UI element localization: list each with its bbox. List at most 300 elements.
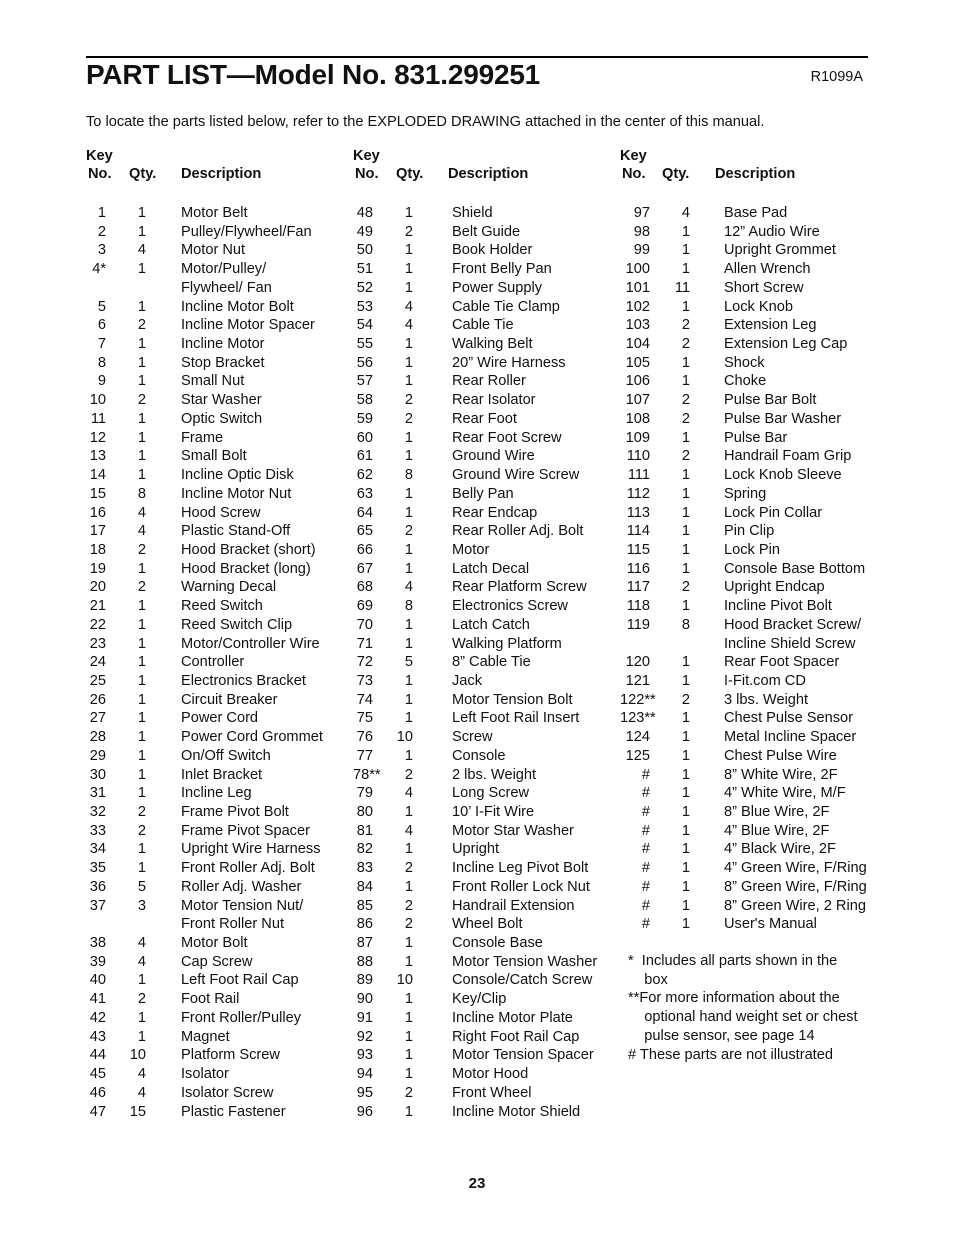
part-description: Chest Pulse Wire — [724, 747, 837, 764]
part-key-no: # — [641, 897, 650, 914]
part-key-no: # — [641, 785, 650, 802]
part-key-no: 50 — [356, 242, 373, 259]
part-row — [353, 1009, 615, 1028]
part-description: Rear Endcap — [452, 504, 538, 521]
part-key-no: 83 — [356, 860, 373, 877]
part-description: Motor — [452, 541, 490, 558]
part-description: 8” Green Wire, 2 Ring — [724, 897, 866, 914]
part-description: Long Screw — [452, 785, 530, 802]
part-description: 20” Wire Harness — [452, 354, 566, 371]
part-row — [353, 410, 615, 429]
part-qty: 4 — [681, 205, 690, 221]
part-description: Incline Leg — [181, 785, 252, 802]
part-key-no: 33 — [89, 822, 106, 839]
part-row — [353, 522, 615, 541]
part-qty: 1 — [137, 598, 146, 615]
part-description: Extension Leg — [724, 317, 817, 334]
part-qty: 8 — [404, 598, 413, 615]
part-key-no: 55 — [356, 336, 373, 353]
part-qty: 1 — [681, 467, 690, 484]
part-row — [86, 1046, 346, 1065]
part-description: Upright — [452, 841, 500, 858]
part-row — [86, 354, 346, 373]
part-description: Frame Pivot Spacer — [181, 822, 310, 839]
part-key-no: 3 — [97, 242, 106, 259]
part-key-no: 4* — [92, 261, 106, 278]
part-key-no: 101 — [625, 279, 650, 296]
part-key-no: 113 — [626, 504, 650, 521]
part-description: 10’ I-Fit Wire — [452, 804, 535, 820]
part-key-no: 124 — [625, 729, 650, 746]
part-row — [86, 279, 346, 298]
part-description: Cable Tie Clamp — [452, 298, 560, 315]
part-key-no: 90 — [356, 991, 373, 1008]
part-row — [620, 822, 888, 841]
part-row — [620, 803, 888, 822]
part-qty: 1 — [681, 841, 690, 858]
part-description: 8” Blue Wire, 2F — [724, 804, 830, 820]
part-description: Lock Knob — [724, 298, 793, 315]
part-qty: 1 — [404, 354, 413, 371]
part-description: Lock Pin — [724, 541, 780, 558]
part-key-no: 79 — [356, 785, 373, 802]
part-description: Incline Motor Bolt — [181, 298, 294, 315]
part-key-no: 102 — [625, 298, 650, 315]
part-qty: 1 — [137, 467, 146, 484]
part-description: Motor Tension Nut/ — [181, 897, 304, 914]
part-description: Controller — [181, 654, 245, 671]
part-description: Hood Bracket Screw/ — [724, 616, 862, 633]
part-qty: 4 — [137, 504, 146, 521]
part-description: Platform Screw — [181, 1047, 280, 1064]
part-key-no: 110 — [626, 448, 650, 465]
part-qty: 4 — [404, 785, 413, 802]
part-row — [353, 635, 615, 654]
part-qty: 1 — [681, 242, 690, 259]
part-qty: 1 — [404, 935, 413, 952]
part-description: I-Fit.com CD — [724, 672, 806, 689]
part-row — [353, 859, 615, 878]
part-description: Incline Motor Shield — [452, 1103, 581, 1120]
part-qty: 2 — [137, 317, 146, 334]
part-description: Console Base — [452, 935, 543, 952]
part-description: Latch Catch — [452, 616, 530, 633]
part-description: Ground Wire — [452, 448, 535, 465]
part-qty: 2 — [681, 448, 690, 465]
part-row — [353, 241, 615, 260]
part-key-no: 48 — [356, 205, 373, 221]
part-qty: 1 — [681, 560, 690, 577]
part-qty: 2 — [681, 392, 690, 409]
part-row — [86, 934, 346, 953]
part-key-no: 112 — [626, 485, 650, 502]
part-key-no: 108 — [625, 410, 650, 427]
part-qty: 1 — [681, 766, 690, 783]
part-key-no: 96 — [356, 1103, 373, 1120]
part-qty: 4 — [137, 523, 146, 540]
part-qty: 1 — [137, 261, 146, 278]
footnote-line: box — [628, 971, 668, 988]
part-key-no: 2 — [97, 223, 106, 240]
part-description: Small Bolt — [181, 448, 247, 465]
part-qty: 1 — [137, 448, 146, 465]
header-qty-col3: Qty. — [662, 166, 690, 182]
part-row — [620, 429, 888, 448]
part-description: 2 lbs. Weight — [452, 766, 537, 783]
part-row — [86, 784, 346, 803]
part-description: Wheel Bolt — [452, 916, 523, 933]
intro-text: To locate the parts listed below, refer to the EXPLODED DRAWING attached in the center of this manual. — [86, 114, 765, 130]
part-description: Spring — [724, 485, 767, 502]
part-key-no: 76 — [356, 729, 373, 746]
part-key-no: 63 — [356, 485, 373, 502]
part-description: Chest Pulse Sensor — [724, 710, 853, 727]
part-key-no: 57 — [356, 373, 373, 390]
part-description: On/Off Switch — [181, 747, 271, 764]
part-row — [620, 840, 888, 859]
part-description: 4” Black Wire, 2F — [724, 841, 836, 858]
part-qty: 1 — [137, 747, 146, 764]
part-qty: 2 — [404, 860, 413, 877]
part-qty: 5 — [404, 654, 413, 671]
part-row — [86, 298, 346, 317]
part-row — [620, 447, 888, 466]
part-qty: 2 — [137, 392, 146, 409]
part-row — [86, 560, 346, 579]
part-key-no: 109 — [625, 429, 650, 446]
part-description: Screw — [452, 729, 493, 746]
part-key-no: 34 — [89, 841, 106, 858]
part-row — [86, 878, 346, 897]
part-description: Frame — [181, 429, 224, 446]
part-row — [353, 578, 615, 597]
part-key-no: 42 — [89, 1009, 106, 1026]
part-description: Hood Screw — [181, 504, 261, 521]
part-qty: 1 — [404, 560, 413, 577]
part-qty: 1 — [137, 560, 146, 577]
part-row — [620, 784, 888, 803]
part-row — [86, 709, 346, 728]
part-qty: 8 — [681, 616, 690, 633]
part-row — [353, 691, 615, 710]
part-key-no: 51 — [356, 261, 373, 278]
part-row — [86, 541, 346, 560]
part-row — [353, 878, 615, 897]
part-row — [353, 466, 615, 485]
part-row — [353, 372, 615, 391]
part-key-no: 86 — [356, 916, 373, 933]
part-row — [620, 672, 888, 691]
part-qty: 1 — [681, 541, 690, 558]
part-description: Key/Clip — [452, 991, 507, 1008]
part-description: Power Supply — [452, 279, 543, 296]
part-qty: 1 — [137, 429, 146, 446]
part-key-no: 100 — [625, 261, 650, 278]
part-row — [86, 1065, 346, 1084]
part-key-no: # — [641, 822, 650, 839]
part-description: Choke — [724, 373, 767, 390]
part-row — [353, 541, 615, 560]
part-row — [353, 447, 615, 466]
part-qty: 8 — [404, 467, 413, 484]
part-key-no: 99 — [633, 242, 650, 259]
part-key-no: 84 — [356, 878, 373, 895]
part-qty: 1 — [681, 710, 690, 727]
part-description: Motor Nut — [181, 242, 246, 259]
part-qty: 11 — [674, 279, 690, 296]
part-description: Incline Motor Nut — [181, 485, 292, 502]
part-qty: 1 — [404, 635, 413, 652]
part-row — [353, 653, 615, 672]
part-row — [620, 597, 888, 616]
part-description: Belt Guide — [452, 223, 521, 240]
part-key-no: 121 — [625, 672, 650, 689]
part-key-no: 31 — [89, 785, 106, 802]
part-description: 8” Cable Tie — [452, 654, 531, 671]
part-qty: 1 — [137, 654, 146, 671]
part-description: 3 lbs. Weight — [724, 691, 809, 708]
part-key-no: 19 — [89, 560, 106, 577]
part-key-no: 20 — [89, 579, 106, 596]
part-row — [620, 691, 888, 710]
part-key-no: 92 — [356, 1028, 373, 1045]
part-description: Hood Bracket (short) — [181, 541, 316, 558]
part-qty: 10 — [396, 972, 413, 989]
part-description: 12” Audio Wire — [724, 223, 820, 240]
part-row — [353, 822, 615, 841]
part-qty: 2 — [404, 410, 413, 427]
part-qty: 1 — [404, 991, 413, 1008]
part-qty: 1 — [404, 691, 413, 708]
part-row — [620, 522, 888, 541]
part-row — [353, 803, 615, 822]
part-qty: 1 — [681, 860, 690, 877]
part-description: 8” Green Wire, F/Ring — [724, 878, 867, 895]
part-key-no: 9 — [97, 373, 106, 390]
part-key-no: 10 — [89, 392, 106, 409]
part-row — [353, 335, 615, 354]
part-row — [620, 223, 888, 242]
part-qty: 1 — [137, 354, 146, 371]
part-description: Rear Foot Screw — [452, 429, 562, 446]
part-description: Base Pad — [724, 205, 788, 221]
part-qty: 1 — [404, 336, 413, 353]
part-qty: 2 — [404, 766, 413, 783]
part-row — [620, 878, 888, 897]
part-qty: 1 — [404, 841, 413, 858]
part-description: Motor/Controller Wire — [181, 635, 320, 652]
part-qty: 1 — [681, 785, 690, 802]
part-key-no: 30 — [89, 766, 106, 783]
part-qty: 1 — [404, 878, 413, 895]
part-key-no: 125 — [625, 747, 650, 764]
part-description: Motor Star Washer — [452, 822, 574, 839]
part-qty: 1 — [137, 729, 146, 746]
part-row — [86, 504, 346, 523]
part-qty: 1 — [681, 429, 690, 446]
part-row — [86, 260, 346, 279]
part-row — [353, 840, 615, 859]
part-key-no: 7 — [97, 336, 106, 353]
part-qty: 4 — [137, 1066, 146, 1083]
part-row — [620, 204, 888, 223]
footnote-line: optional hand weight set or chest — [628, 1009, 858, 1026]
part-row — [353, 990, 615, 1009]
part-description: Incline Shield Screw — [724, 635, 856, 652]
part-description: Console/Catch Screw — [452, 972, 593, 989]
part-key-no: 94 — [356, 1066, 373, 1083]
part-description: Short Screw — [724, 279, 804, 296]
part-row — [86, 204, 346, 223]
part-qty: 4 — [404, 298, 413, 315]
part-row — [86, 653, 346, 672]
part-row — [86, 429, 346, 448]
part-row — [86, 372, 346, 391]
part-qty: 2 — [404, 897, 413, 914]
part-row — [86, 223, 346, 242]
part-qty: 2 — [681, 336, 690, 353]
part-qty: 1 — [681, 822, 690, 839]
part-row — [86, 1084, 346, 1103]
part-key-no: 62 — [356, 467, 373, 484]
part-row — [620, 372, 888, 391]
part-qty: 4 — [404, 317, 413, 334]
part-row — [353, 1065, 615, 1084]
part-key-no: 71 — [356, 635, 373, 652]
part-qty: 1 — [681, 916, 690, 933]
part-description: Reed Switch — [181, 598, 263, 615]
document-code: R1099A — [810, 69, 863, 85]
header-description-col1: Description — [181, 166, 262, 182]
header-description-col3: Description — [715, 166, 796, 182]
part-row — [353, 391, 615, 410]
part-qty: 1 — [681, 654, 690, 671]
part-description: Warning Decal — [181, 579, 277, 596]
part-qty: 2 — [137, 822, 146, 839]
part-key-no: 107 — [625, 392, 650, 409]
part-key-no: 54 — [356, 317, 373, 334]
part-description: Incline Motor Plate — [452, 1009, 573, 1026]
part-row — [620, 541, 888, 560]
part-qty: 1 — [137, 860, 146, 877]
part-qty: 1 — [404, 541, 413, 558]
part-qty: 1 — [137, 336, 146, 353]
part-qty: 1 — [137, 1009, 146, 1026]
part-qty: 1 — [137, 841, 146, 858]
part-key-no: 98 — [633, 223, 650, 240]
part-row — [86, 447, 346, 466]
page-title: PART LIST—Model No. 831.299251 — [86, 59, 541, 90]
part-qty: 1 — [404, 1103, 413, 1120]
part-description: Shield — [452, 205, 493, 221]
part-row — [353, 784, 615, 803]
part-row — [86, 316, 346, 335]
part-qty: 1 — [137, 710, 146, 727]
part-row — [86, 1009, 346, 1028]
part-key-no: 82 — [356, 841, 373, 858]
parts-column-1 — [86, 204, 346, 1121]
part-description: Belly Pan — [452, 485, 514, 502]
part-key-no: 115 — [626, 541, 650, 558]
part-qty: 2 — [404, 392, 413, 409]
part-key-no: 32 — [89, 804, 106, 820]
part-row — [620, 466, 888, 485]
part-row — [86, 915, 346, 934]
part-description: Foot Rail — [181, 991, 240, 1008]
part-key-no: 111 — [627, 467, 650, 484]
part-description: Plastic Fastener — [181, 1103, 286, 1120]
part-description: Front Roller/Pulley — [181, 1009, 302, 1026]
part-description: Plastic Stand-Off — [181, 523, 291, 540]
part-qty: 1 — [404, 485, 413, 502]
part-key-no: 45 — [89, 1066, 106, 1083]
part-description: Pulley/Flywheel/Fan — [181, 223, 312, 240]
part-qty: 2 — [681, 691, 690, 708]
part-row — [620, 915, 888, 934]
part-key-no: 59 — [356, 410, 373, 427]
part-row — [620, 485, 888, 504]
part-qty: 1 — [404, 1066, 413, 1083]
part-qty: 1 — [404, 429, 413, 446]
part-key-no: 18 — [89, 541, 106, 558]
part-qty: 1 — [404, 279, 413, 296]
part-qty: 1 — [681, 354, 690, 371]
part-row — [86, 1028, 346, 1047]
part-description: Pulse Bar Washer — [724, 410, 842, 427]
part-qty: 1 — [404, 1028, 413, 1045]
part-row — [620, 335, 888, 354]
part-key-no: 87 — [356, 935, 373, 952]
part-description: Electronics Screw — [452, 598, 568, 615]
part-qty: 1 — [681, 672, 690, 689]
part-key-no: 43 — [89, 1028, 106, 1045]
part-row — [620, 578, 888, 597]
part-description: Roller Adj. Washer — [181, 878, 302, 895]
part-row — [620, 766, 888, 785]
part-row — [620, 709, 888, 728]
part-description: Rear Foot Spacer — [724, 654, 840, 671]
part-row — [353, 429, 615, 448]
part-description: Motor Hood — [452, 1066, 529, 1083]
part-description: Rear Roller Adj. Bolt — [452, 523, 584, 540]
part-qty: 1 — [137, 766, 146, 783]
part-key-no: 119 — [626, 616, 650, 633]
part-description: Lock Pin Collar — [724, 504, 823, 521]
part-key-no: 85 — [356, 897, 373, 914]
part-qty: 2 — [681, 317, 690, 334]
part-description: Front Roller Adj. Bolt — [181, 860, 315, 877]
part-qty: 1 — [137, 972, 146, 989]
part-key-no: 28 — [89, 729, 106, 746]
part-key-no: 23 — [89, 635, 106, 652]
part-row — [353, 766, 615, 785]
part-description: Console — [452, 747, 506, 764]
part-qty: 1 — [137, 205, 146, 221]
part-qty: 1 — [681, 804, 690, 820]
part-row — [620, 616, 888, 635]
part-description: Magnet — [181, 1028, 230, 1045]
part-key-no: 17 — [89, 523, 106, 540]
part-description: 8” White Wire, 2F — [724, 766, 838, 783]
part-row — [86, 803, 346, 822]
part-description: Ground Wire Screw — [452, 467, 580, 484]
part-description: Handrail Extension — [452, 897, 575, 914]
part-row — [353, 1028, 615, 1047]
part-description: Pulse Bar Bolt — [724, 392, 817, 409]
parts-column-2 — [353, 204, 615, 1121]
part-row — [86, 466, 346, 485]
part-qty: 1 — [137, 672, 146, 689]
